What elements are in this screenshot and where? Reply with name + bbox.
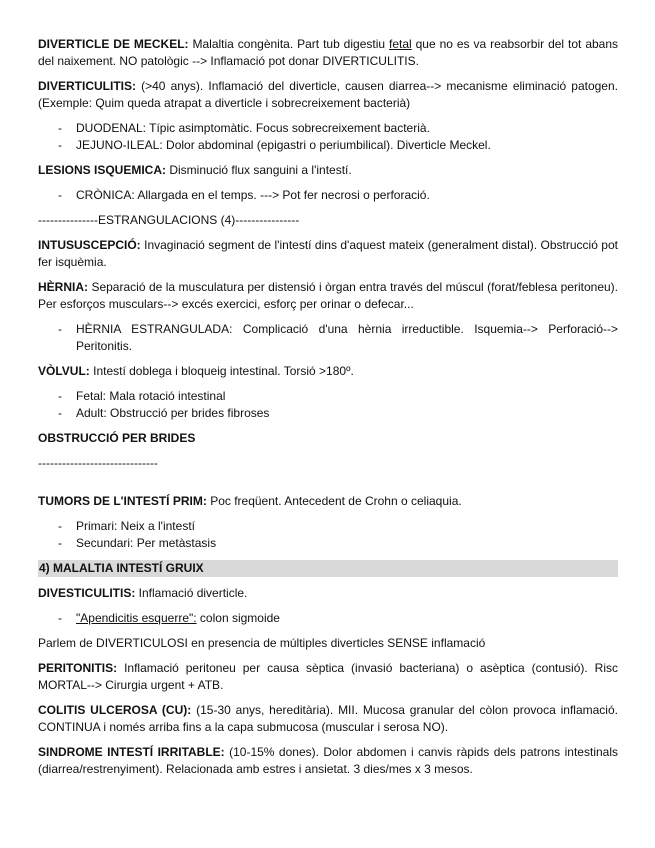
colitis-term: COLITIS ULCEROSA (CU): [38,703,192,717]
section-heading: 4) MALALTIA INTESTÍ GRUIX [38,560,618,577]
list-item: - JEJUNO-ILEAL: Dolor abdominal (epigastri o periumbilical). Diverticle Meckel. [38,137,618,154]
sindrome-term: SINDROME INTESTÍ IRRITABLE: [38,745,225,759]
tumors-list [38,518,618,552]
isquemica-term: LESIONS ISQUEMICA: [38,163,167,177]
list-item: - CRÒNICA: Allargada en el temps. ---> Pot fer necrosi o perforació. [38,187,618,204]
intususcepcio-paragraph: INTUSUSCEPCIÓ: Invaginació segment de l'intestí dins d'aquest mateix (generalment distal). Obstrucció pot fer isquèmia. [38,238,618,269]
diverticulosi-paragraph: Parlem de DIVERTICULOSI en presencia de múltiples diverticles SENSE inflamació [38,636,486,650]
volvul-term: VÒLVUL: [38,364,90,378]
list-item: - Secundari: Per metàstasis [38,535,618,552]
volvul-paragraph: VÒLVUL: Intestí doblega i bloqueig intestinal. Torsió >180º. [38,364,354,378]
estrangulacions-divider: ---------------ESTRANGULACIONS (4)---------------- [38,213,300,227]
tumors-term: TUMORS DE L'INTESTÍ PRIM: [38,494,207,508]
diverticulitis-paragraph: DIVERTICULITIS: (>40 anys). Inflamació del diverticle, causen diarrea--> mecanisme eliminació patogen. (Exemple: Quim queda atrapat a diverticle i sobrecreixement bacterià) [38,79,618,110]
sindrome-paragraph: SINDROME INTESTÍ IRRITABLE: (10-15% dones). Dolor abdomen i canvis ràpids dels patrons intestinals (diarrea/restrenyiment). Relacionada amb estres i ansietat. 3 dies/mes x 3 mesos. [38,745,618,776]
list-item: - Adult: Obstrucció per brides fibroses [38,405,618,422]
colitis-paragraph: COLITIS ULCEROSA (CU): (15-30 anys, hereditària). MII. Mucosa granular del còlon provoca inflamació. CONTINUA i només arriba fins a la capa submucosa (muscular i serosa NO). [38,703,618,734]
tumors-paragraph: TUMORS DE L'INTESTÍ PRIM: Poc freqüent. Antecedent de Crohn o celiaquia. [38,494,462,508]
isquemica-list [38,187,618,204]
meckel-paragraph: DIVERTICLE DE MECKEL: Malaltia congènita. Part tub digestiu fetal que no es va reabsorbir del tot abans del naixement. NO patològic --> Inflamació pot donar DIVERTICULITIS. [38,37,619,68]
peritonitis-paragraph: PERITONITIS: Inflamació peritoneu per causa sèptica (invasió bacteriana) o asèptica (contusió). Risc MORTAL--> Cirurgia urgent + ATB. [38,661,618,692]
hernia-list [38,321,618,355]
list-item: - Primari: Neix a l'intestí [38,518,618,535]
document-page [38,36,618,786]
meckel-term: DIVERTICLE DE MECKEL: [38,37,189,51]
list-item: - DUODENAL: Típic asimptomàtic. Focus sobrecreixement bacterià. [38,120,618,137]
diverticulitis-list [38,120,618,154]
hernia-paragraph: HÈRNIA: Separació de la musculatura per distensió i òrgan entra través del múscul (forat/feblesa peritoneu). Per esforços musculars--> excés exercici, esforç per orinar o defecar... [38,280,618,311]
list-item: - "Apendicitis esquerre": colon sigmoide [38,610,618,627]
peritonitis-term: PERITONITIS: [38,661,118,675]
divesticulitis-term: DIVESTICULITIS: [38,586,136,600]
obstruccio-divider: ------------------------------ [38,456,158,470]
hernia-term: HÈRNIA: [38,280,88,294]
volvul-list [38,388,618,422]
list-item: - Fetal: Mala rotació intestinal [38,388,618,405]
isquemica-paragraph: LESIONS ISQUEMICA: Disminució flux sanguini a l'intestí. [38,163,352,177]
divesticulitis-list [38,610,618,627]
divesticulitis-paragraph: DIVESTICULITIS: Inflamació diverticle. [38,586,248,600]
obstruccio-heading: OBSTRUCCIÓ PER BRIDES [38,431,196,445]
list-item: - HÈRNIA ESTRANGULADA: Complicació d'una hèrnia irreductible. Isquemia--> Perforació--> Peritonitis. [38,321,618,355]
intususcepcio-term: INTUSUSCEPCIÓ: [38,238,141,252]
diverticulitis-term: DIVERTICULITIS: [38,79,136,93]
